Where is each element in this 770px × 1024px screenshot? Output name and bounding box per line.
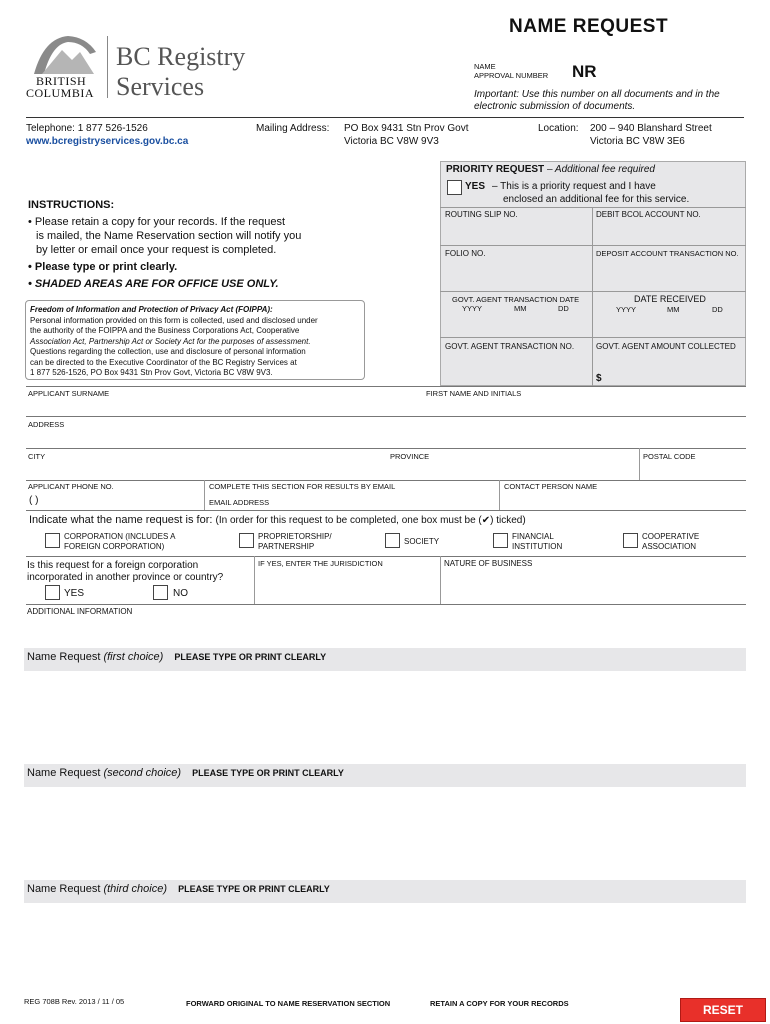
mailing-line-1: PO Box 9431 Stn Prov Govt: [344, 123, 469, 134]
routing-slip-label: ROUTING SLIP NO.: [445, 210, 518, 219]
address-label: ADDRESS: [28, 420, 65, 429]
proprietorship-label: PROPRIETORSHIP/ PARTNERSHIP: [258, 532, 332, 551]
mailing-label: Mailing Address:: [256, 123, 330, 134]
foippa-line-2: the authority of the FOIPPA and the Business Corporations Act, Cooperative: [30, 326, 300, 335]
bc-sun-mountain-icon: [28, 34, 100, 76]
foippa-line-4: Questions regarding the collection, use and disclosure of personal information: [30, 347, 306, 356]
foreign-question: Is this request for a foreign corporation incorporated in another province or country?: [27, 560, 224, 583]
telephone: Telephone: 1 877 526-1526: [26, 123, 148, 134]
cooperative-checkbox[interactable]: [623, 533, 638, 548]
foippa-heading: Freedom of Information and Protection of Privacy Act (FOIPPA):: [30, 305, 273, 314]
nature-of-business-label: NATURE OF BUSINESS: [444, 559, 533, 568]
foippa-line-5: can be directed to the Executive Coordinator of the BC Registry Services at: [30, 357, 297, 367]
postal-code-label: POSTAL CODE: [643, 452, 696, 461]
name-approval-label-2: APPROVAL NUMBER: [474, 71, 549, 80]
instruction-item-1-line-2: is mailed, the Name Reservation section will notify you: [36, 230, 302, 242]
foippa-line-1: Personal information provided on this form is collected, used and disclosed under: [30, 315, 318, 325]
email-section-label: COMPLETE THIS SECTION FOR RESULTS BY EMAIL: [209, 482, 396, 491]
society-label: SOCIETY: [404, 537, 440, 546]
instruction-item-1-line-3: by letter or email once your request is completed.: [36, 244, 277, 256]
applicant-name-field[interactable]: [26, 398, 746, 414]
date-received-dd: DD: [712, 305, 723, 314]
agent-date-dd: DD: [558, 304, 569, 313]
foreign-no-label: NO: [173, 588, 188, 599]
agent-amount-label: GOVT. AGENT AMOUNT COLLECTED: [596, 342, 736, 351]
website-link[interactable]: www.bcregistryservices.gov.bc.ca: [26, 136, 189, 147]
entity-prompt: Indicate what the name request is for: (In order for this request to be completed, one box must be (✔) ticked): [29, 514, 526, 526]
phone-label: APPLICANT PHONE NO.: [28, 482, 114, 491]
corporation-checkbox[interactable]: [45, 533, 60, 548]
financial-institution-checkbox[interactable]: [493, 533, 508, 548]
bc-logo: [28, 34, 100, 98]
location-line-2: Victoria BC V8W 3E6: [590, 136, 685, 147]
name-request-1-field[interactable]: [24, 672, 746, 762]
contact-person-label: CONTACT PERSON NAME: [504, 482, 598, 491]
province-label: PROVINCE: [390, 452, 430, 461]
agent-date-label: GOVT. AGENT TRANSACTION DATE: [452, 295, 580, 304]
logo-british: BRITISH: [36, 74, 87, 88]
instructions-list: [28, 215, 428, 291]
email-address-label: EMAIL ADDRESS: [209, 498, 270, 507]
instruction-item-1: • Please retain a copy for your records. If the request: [28, 216, 285, 228]
foreign-yes-checkbox[interactable]: [45, 585, 60, 600]
address-field[interactable]: [26, 430, 746, 446]
location-line-1: 200 – 940 Blanshard Street: [590, 123, 712, 134]
debit-bcol-label: DEBIT BCOL ACCOUNT NO.: [596, 210, 701, 219]
folio-label: FOLIO NO.: [445, 249, 486, 258]
instructions-heading: INSTRUCTIONS:: [28, 199, 115, 211]
dollar-sign: $: [596, 373, 602, 384]
corporation-label: CORPORATION (INCLUDES A FOREIGN CORPORATION): [64, 532, 176, 551]
location-label: Location:: [538, 123, 579, 134]
priority-yes-text-1: – This is a priority request and I have: [492, 181, 656, 192]
name-request-3-title: Name Request (third choice) PLEASE TYPE OR PRINT CLEARLY: [27, 883, 330, 895]
retain-note: RETAIN A COPY FOR YOUR RECORDS: [430, 999, 569, 1008]
form-title: NAME REQUEST: [509, 16, 669, 37]
city-label: CITY: [28, 452, 46, 461]
date-received-yyyy: YYYY: [616, 305, 637, 314]
foreign-no-checkbox[interactable]: [153, 585, 168, 600]
society-checkbox[interactable]: [385, 533, 400, 548]
priority-request: PRIORITY REQUEST – Additional fee required: [446, 164, 655, 175]
nr-prefix: NR: [572, 62, 597, 81]
foippa-line-6: 1 877 526-1526, PO Box 9431 Stn Prov Govt, Victoria BC V8W 9V3.: [30, 368, 273, 377]
financial-institution-label: FINANCIAL INSTITUTION: [512, 532, 563, 551]
important-note: Important: Use this number on all documents and in the electronic submission of documents.: [474, 89, 720, 112]
city-province-field[interactable]: [26, 462, 636, 478]
date-received-label: DATE RECEIVED: [634, 294, 706, 304]
foreign-yes-label: YES: [64, 588, 85, 599]
brand-line-2: Services: [116, 72, 205, 101]
mailing-line-2: Victoria BC V8W 9V3: [344, 136, 439, 147]
reset-button[interactable]: RESET: [680, 998, 766, 1022]
form-id: REG 708B Rev. 2013 / 11 / 05: [24, 997, 125, 1006]
cooperative-label: COOPERATIVE ASSOCIATION: [642, 532, 700, 551]
foippa-notice: [25, 300, 365, 380]
name-request-2-title: Name Request (second choice) PLEASE TYPE OR PRINT CLEARLY: [27, 767, 344, 779]
instruction-item-2: • Please type or print clearly.: [28, 261, 178, 273]
agent-date-mm: MM: [514, 304, 527, 313]
name-approval-label-1: NAME: [474, 62, 496, 71]
logo-columbia: COLUMBIA: [26, 86, 95, 100]
date-received-mm: MM: [667, 305, 680, 314]
agent-date-yyyy: YYYY: [462, 304, 483, 313]
applicant-surname-label: APPLICANT SURNAME: [28, 389, 110, 398]
additional-info-field[interactable]: [26, 618, 746, 646]
priority-yes-checkbox[interactable]: [447, 180, 462, 195]
priority-yes-text-2: enclosed an additional fee for this service.: [503, 194, 690, 205]
proprietorship-checkbox[interactable]: [239, 533, 254, 548]
forward-note: FORWARD ORIGINAL TO NAME RESERVATION SECTION: [186, 999, 391, 1008]
brand-line-1: BC Registry: [116, 42, 246, 71]
foippa-line-3: Association Act, Partnership Act or Society Act for the purposes of assessment.: [30, 336, 311, 346]
phone-field[interactable]: ( ): [29, 495, 39, 506]
name-request-2-field[interactable]: [24, 788, 746, 878]
instruction-item-3: • SHADED AREAS ARE FOR OFFICE USE ONLY.: [28, 278, 279, 290]
name-request-1-title: Name Request (first choice) PLEASE TYPE OR PRINT CLEARLY: [27, 651, 327, 663]
priority-yes-label: YES: [465, 181, 486, 192]
agent-txn-label: GOVT. AGENT TRANSACTION NO.: [445, 342, 575, 351]
jurisdiction-label: IF YES, ENTER THE JURISDICTION: [258, 559, 383, 568]
deposit-label: DEPOSIT ACCOUNT TRANSACTION NO.: [596, 249, 739, 258]
name-request-3-field[interactable]: [24, 904, 746, 984]
additional-info-label: ADDITIONAL INFORMATION: [27, 607, 133, 616]
first-name-label: FIRST NAME AND INITIALS: [426, 389, 522, 398]
